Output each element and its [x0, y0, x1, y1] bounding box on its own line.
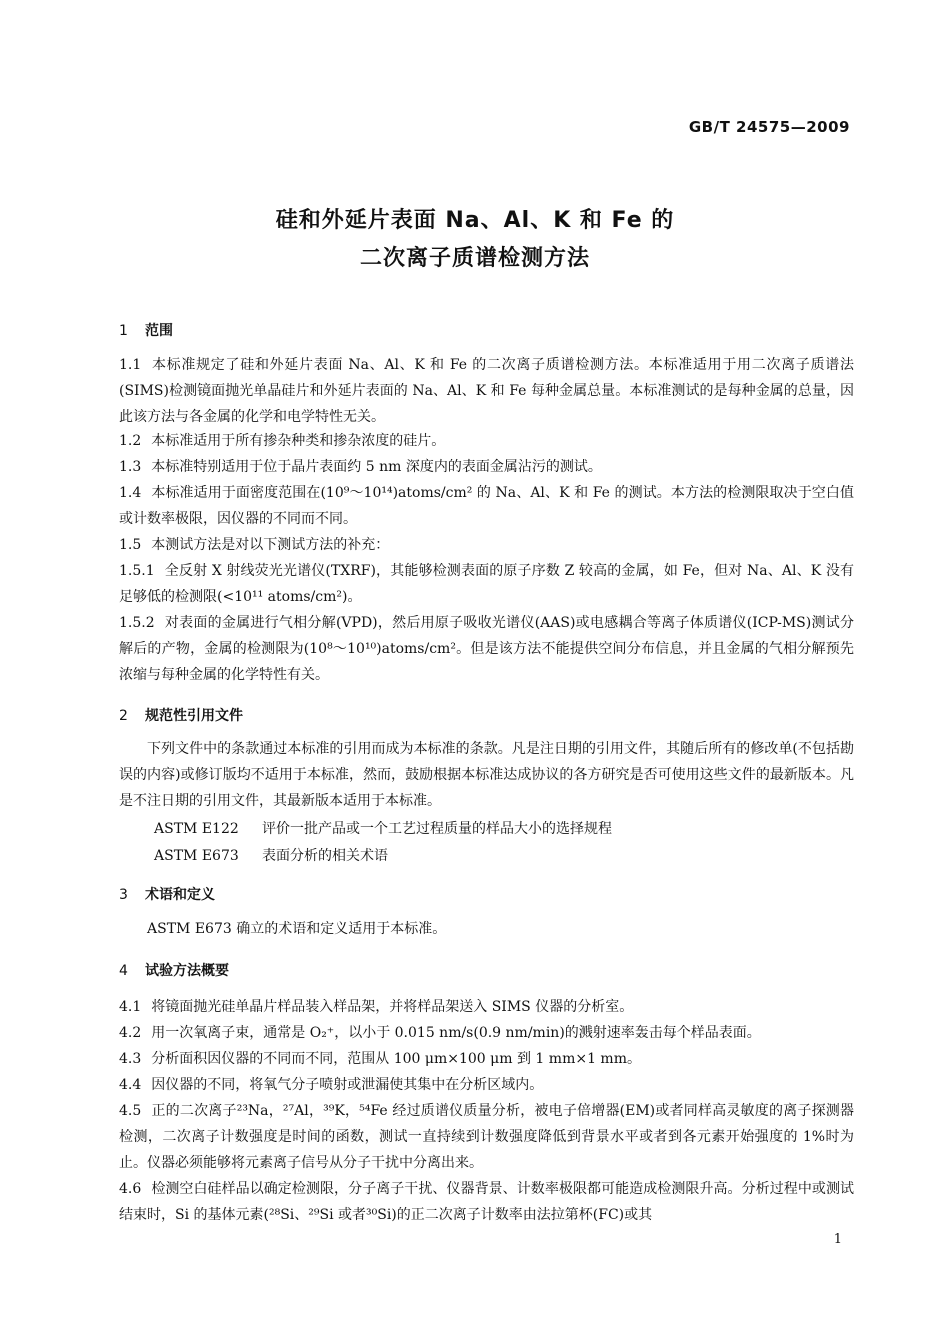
- document-title-line-2: 二次离子质谱检测方法: [359, 246, 590, 271]
- clause-1-3: [119, 454, 854, 480]
- section-title: 规范性引用文件: [145, 708, 243, 724]
- reference-code: ASTM E673: [154, 848, 239, 864]
- section-number: 2: [119, 708, 128, 724]
- clause-4-3: [119, 1046, 854, 1072]
- section-heading-2: [119, 705, 243, 725]
- clause-text: 检测空白硅样品以确定检测限，分子离子干扰、仪器背景、计数率极限都可能造成检测限升高。分析过程中或测试结束时，Si 的基体元素(²⁸Si、²⁹Si 或者³⁰Si)的正二次离子计数率由法拉第杯(FC)或其: [119, 1181, 854, 1223]
- clause-text: 全反射 X 射线荧光光谱仪(TXRF)，其能够检测表面的原子序数 Z 较高的金属，如 Fe，但对 Na、Al、K 没有足够低的检测限(<10¹¹ atoms/cm²)。: [119, 563, 854, 605]
- clause-4-2: [119, 1020, 854, 1046]
- clause-text: 正的二次离子²³Na，²⁷Al，³⁹K，⁵⁴Fe 经过质谱仪质量分析，被电子倍增器(EM)或者同样高灵敏度的离子探测器检测，二次离子计数强度是时间的函数，测试一直持续到计数强度降低到背景水平或者到各元素开始强度的 1%时为止。仪器必须能够将元素离子信号从分子干扰中分离出来。: [119, 1103, 854, 1171]
- clause-4-4: [119, 1072, 854, 1098]
- section-heading-4: [119, 960, 229, 980]
- clause-number: 4.6: [119, 1181, 142, 1197]
- clause-text: 本标准特别适用于位于晶片表面约 5 nm 深度内的表面金属沾污的测试。: [151, 459, 602, 475]
- clause-1-2: [119, 428, 854, 454]
- clause-number: 4.3: [119, 1051, 142, 1067]
- section-number: 1: [119, 323, 128, 339]
- clause-number: 4.5: [119, 1103, 142, 1119]
- reference-title: 表面分析的相关术语: [262, 848, 388, 864]
- reference-item: [154, 818, 612, 838]
- clause-number: 1.5.2: [119, 615, 155, 631]
- clause-text: 本标准规定了硅和外延片表面 Na、Al、K 和 Fe 的二次离子质谱检测方法。本标准适用于用二次离子质谱法(SIMS)检测镜面抛光单晶硅片和外延片表面的 Na、Al、K 和 Fe 每种金属总量。本标准测试的是每种金属的总量，因此该方法与各金属的化学和电学特性无关。: [119, 357, 854, 425]
- clause-text: 分析面积因仪器的不同而不同，范围从 100 μm×100 μm 到 1 mm×1 mm。: [151, 1051, 641, 1067]
- section-heading-3: [119, 884, 215, 904]
- section-title: 术语和定义: [145, 887, 215, 903]
- clause-number: 4.1: [119, 999, 142, 1015]
- clause-text: 将镜面抛光硅单晶片样品装入样品架，并将样品架送入 SIMS 仪器的分析室。: [151, 999, 634, 1015]
- clause-text: 对表面的金属进行气相分解(VPD)，然后用原子吸收光谱仪(AAS)或电感耦合等离子体质谱仪(ICP-MS)测试分解后的产物，金属的检测限为(10⁸～10¹⁰)atoms/cm²。但是该方法不能提供空间分布信息，并且金属的气相分解预先浓缩与每种金属的化学特性有关。: [119, 615, 854, 683]
- clause-4-1: [119, 994, 854, 1020]
- document-title-line-1: 硅和外延片表面 Na、Al、K 和 Fe 的: [275, 208, 675, 233]
- clause-1-5-2: [119, 610, 854, 688]
- clause-text: 本标准适用于所有掺杂种类和掺杂浓度的硅片。: [151, 433, 446, 449]
- clause-1-1: [119, 352, 854, 430]
- reference-item: [154, 845, 388, 865]
- page-number: 1: [833, 1232, 842, 1247]
- clause-text: 本测试方法是对以下测试方法的补充：: [151, 537, 390, 553]
- clause-4-6: [119, 1176, 854, 1228]
- clause-4-5: [119, 1098, 854, 1176]
- clause-number: 1.4: [119, 485, 142, 501]
- clause-text: 因仪器的不同，将氧气分子喷射或泄漏使其集中在分析区域内。: [151, 1077, 544, 1093]
- clause-number: 4.2: [119, 1025, 142, 1041]
- section-number: 3: [119, 887, 128, 903]
- clause-number: 1.1: [119, 357, 142, 373]
- reference-title: 评价一批产品或一个工艺过程质量的样品大小的选择规程: [262, 821, 612, 837]
- standard-code: GB/T 24575—2009: [688, 118, 850, 136]
- clause-1-5-1: [119, 558, 854, 610]
- clause-1-5: [119, 532, 854, 558]
- clause-number: 1.3: [119, 459, 142, 475]
- section-title: 范围: [145, 323, 173, 339]
- reference-code: ASTM E122: [154, 821, 239, 837]
- clause-number: 1.2: [119, 433, 142, 449]
- clause-number: 1.5: [119, 537, 142, 553]
- section-heading-1: [119, 320, 173, 340]
- clause-text: 本标准适用于面密度范围在(10⁹～10¹⁴)atoms/cm² 的 Na、Al、K 和 Fe 的测试。本方法的检测限取决于空白值或计数率极限，因仪器的不同而不同。: [119, 485, 854, 527]
- terms-definitions-text: ASTM E673 确立的术语和定义适用于本标准。: [147, 921, 447, 937]
- clause-1-4: [119, 480, 854, 532]
- clause-number: 1.5.1: [119, 563, 155, 579]
- clause-text: 用一次氧离子束，通常是 O₂⁺，以小于 0.015 nm/s(0.9 nm/min)的溅射速率轰击每个样品表面。: [151, 1025, 761, 1041]
- clause-number: 4.4: [119, 1077, 142, 1093]
- normative-references-intro: 下列文件中的条款通过本标准的引用而成为本标准的条款。凡是注日期的引用文件，其随后所有的修改单(不包括勘误的内容)或修订版均不适用于本标准，然而，鼓励根据本标准达成协议的各方研究是否可使用这些文件的最新版本。凡是不注日期的引用文件，其最新版本适用于本标准。: [119, 741, 854, 809]
- section-title: 试验方法概要: [145, 963, 229, 979]
- section-number: 4: [119, 963, 128, 979]
